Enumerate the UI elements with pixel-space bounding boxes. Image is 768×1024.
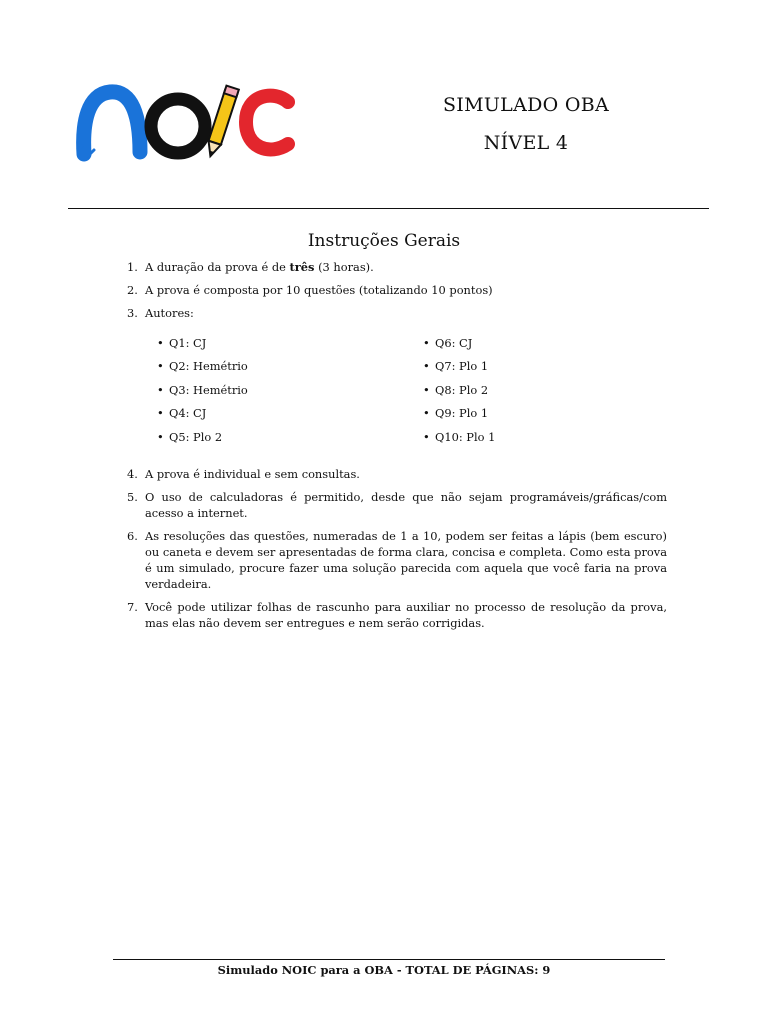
bullet-icon: • [423,359,430,374]
bullet-icon: • [423,382,430,397]
item-text: O uso de calculadoras é permitido, desde que não sejam programáveis/gráficas/com acesso a internet. [145,489,667,520]
title-line-1: SIMULADO OBA [442,94,610,116]
author-item [421,382,661,405]
author-text: Q7: Plo 1 [435,359,489,374]
instruction-item [123,305,667,321]
document-title [416,93,636,155]
item-number: 6. [127,528,138,543]
bullet-icon: • [157,406,164,421]
bullet-icon: • [157,336,164,350]
instruction-item [123,282,667,298]
item-text: A prova é individual e sem consultas. [145,466,360,481]
author-item [421,358,661,381]
instruction-item [123,259,667,275]
item-number: 3. [127,306,138,320]
item-text: A duração da prova é de [145,260,290,274]
bullet-icon: • [157,382,164,397]
author-text: Q9: Plo 1 [435,406,489,421]
author-item [421,405,661,428]
bullet-icon: • [157,359,164,374]
author-item [155,405,421,428]
instructions-list [123,259,667,638]
instruction-item [123,489,667,521]
authors-list [155,335,667,452]
noic-logo [74,82,296,162]
author-text: Q2: Hemétrio [169,359,248,374]
item-text: (3 horas). [314,260,374,274]
author-text: Q3: Hemétrio [169,382,248,397]
author-text: Q4: CJ [169,406,207,421]
bullet-icon: • [423,406,430,421]
item-text: As resoluções das questões, numeradas de 1 a 10, podem ser feitas a lápis (bem escuro) ou caneta e devem ser apresentadas de forma clara, concisa e completa. Como esta prova é um simulado, procure fazer uma solução parecida com aquela que você faria na prova verdadeira. [145,528,667,591]
author-item [155,358,421,381]
bullet-icon: • [423,336,430,350]
author-item [155,335,421,358]
instruction-item [123,599,667,631]
bullet-icon: • [157,429,164,444]
author-text: Q5: Plo 2 [169,429,223,444]
item-number: 1. [127,260,138,274]
item-emphasis: três [289,260,315,274]
author-text: Q6: CJ [435,336,473,350]
author-item [421,429,661,452]
section-title: Instruções Gerais [307,231,461,251]
page-footer: Simulado NOIC para a OBA - TOTAL DE PÁGINAS: 9 [217,963,551,977]
author-text: Q1: CJ [169,336,207,350]
item-number: 7. [127,599,138,614]
author-text: Q8: Plo 2 [435,382,489,397]
item-text: A prova é composta por 10 questões (totalizando 10 pontos) [145,283,493,297]
item-text: Autores: [145,306,194,320]
item-number: 2. [127,283,138,297]
title-line-2: NÍVEL 4 [483,132,569,154]
item-number: 5. [127,489,138,504]
footer-rule [113,959,665,960]
instruction-item [123,528,667,592]
header-rule [68,208,709,209]
author-item [155,429,421,452]
author-item [421,335,661,358]
instruction-item [123,466,667,482]
author-item [155,382,421,405]
author-text: Q10: Plo 1 [435,429,496,444]
bullet-icon: • [423,429,430,444]
item-number: 4. [127,466,138,481]
item-text: Você pode utilizar folhas de rascunho para auxiliar no processo de resolução da prova, mas elas não devem ser entregues e nem serão corrigidas. [145,599,667,630]
